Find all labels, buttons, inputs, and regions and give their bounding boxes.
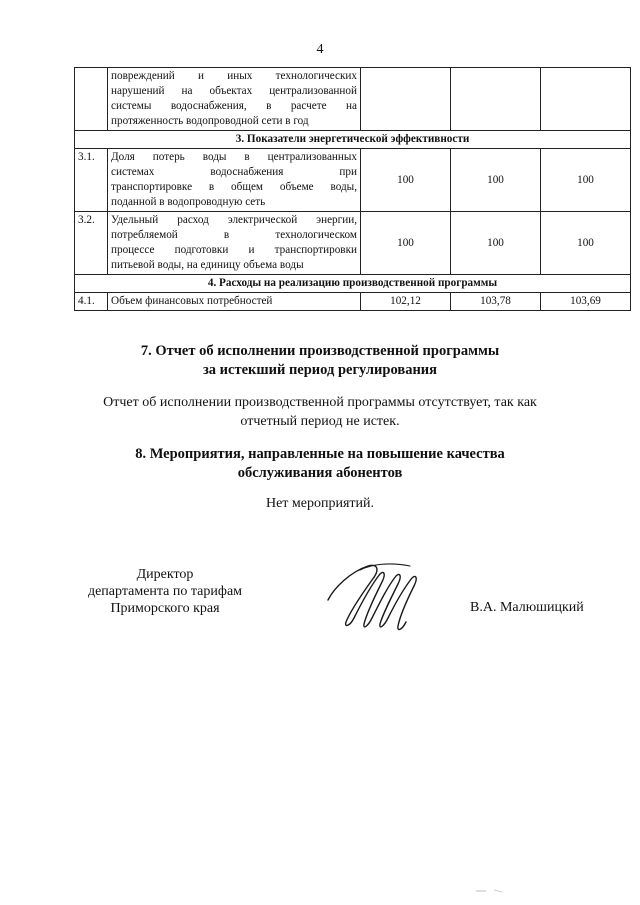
- section-8-text: Нет мероприятий.: [265, 496, 375, 511]
- indicator-name-line: системах водоснабжения при: [111, 166, 357, 178]
- signer-position-line: Приморского края: [110, 601, 220, 616]
- section-8-heading: [0, 445, 640, 483]
- table-row: [75, 149, 631, 212]
- handwritten-signature: [320, 560, 430, 635]
- indicator-name-line: нарушений на объектах централизованной: [111, 85, 357, 97]
- section-7-text-line: отчетный период не истек.: [240, 414, 400, 429]
- signer-position: [70, 566, 260, 617]
- value-cell: 103,69: [541, 293, 631, 311]
- table-row: [75, 212, 631, 275]
- value-cell: 102,12: [361, 293, 451, 311]
- indicator-name-line: транспортировке в общем объеме воды,: [111, 181, 357, 193]
- table-row: [75, 293, 631, 311]
- indicator-name-line: питьевой воды, на единицу объема воды: [111, 259, 304, 271]
- value-cell: [451, 68, 541, 131]
- signer-position-line: департамента по тарифам: [87, 584, 243, 599]
- section-8-heading-line: обслуживания абонентов: [237, 465, 403, 481]
- value-cell: 103,78: [451, 293, 541, 311]
- signer-position-line: Директор: [136, 567, 194, 582]
- section-7-text: [0, 393, 640, 431]
- indicator-name-line: процессе подготовки и транспортировки: [111, 244, 357, 256]
- indicator-name-line: Удельный расход электрической энергии,: [111, 214, 357, 226]
- signer-name: В.А. Малюшицкий: [470, 600, 584, 615]
- indicator-name-line: Доля потерь воды в централизованных: [111, 151, 357, 163]
- value-cell: 100: [361, 149, 451, 212]
- scan-artifact: [472, 888, 512, 894]
- indicator-name-cell: [108, 149, 361, 212]
- indicator-name-cell: Объем финансовых потребностей: [108, 293, 361, 311]
- indicator-name-cell: [108, 68, 361, 131]
- indicator-name-line: потребляемой в технологическом: [111, 229, 357, 241]
- value-cell: 100: [541, 149, 631, 212]
- value-cell: [541, 68, 631, 131]
- row-number-cell: 3.2.: [75, 212, 108, 275]
- production-program-table: [74, 67, 631, 311]
- section-3-title: 3. Показатели энергетической эффективности: [75, 131, 631, 149]
- row-number-cell: 3.1.: [75, 149, 108, 212]
- indicator-name-line: поданной в водопроводную сеть: [111, 196, 266, 208]
- value-cell: 100: [451, 149, 541, 212]
- value-cell: 100: [541, 212, 631, 275]
- value-cell: 100: [451, 212, 541, 275]
- section-7-heading-line: 7. Отчет об исполнении производственной программы: [140, 343, 500, 359]
- section-header-row: [75, 275, 631, 293]
- value-cell: 100: [361, 212, 451, 275]
- table-row: [75, 68, 631, 131]
- section-8-heading-line: 8. Мероприятия, направленные на повышение качества: [135, 446, 505, 462]
- row-number-cell: 4.1.: [75, 293, 108, 311]
- value-cell: [361, 68, 451, 131]
- indicator-name-line: протяженность водопроводной сети в год: [111, 115, 309, 127]
- section-7-heading-line: за истекший период регулирования: [202, 362, 438, 378]
- section-7-text-line: Отчет об исполнении производственной программы отсутствует, так как: [103, 395, 537, 410]
- section-header-row: [75, 131, 631, 149]
- indicator-name-line: повреждений и иных технологических: [111, 70, 357, 82]
- indicator-name-line: системы водоснабжения, в расчете на: [111, 100, 357, 112]
- indicator-name-cell: [108, 212, 361, 275]
- section-7-heading: [0, 342, 640, 380]
- page-number: 4: [316, 42, 324, 57]
- row-number-cell: [75, 68, 108, 131]
- section-4-title: 4. Расходы на реализацию производственной программы: [75, 275, 631, 293]
